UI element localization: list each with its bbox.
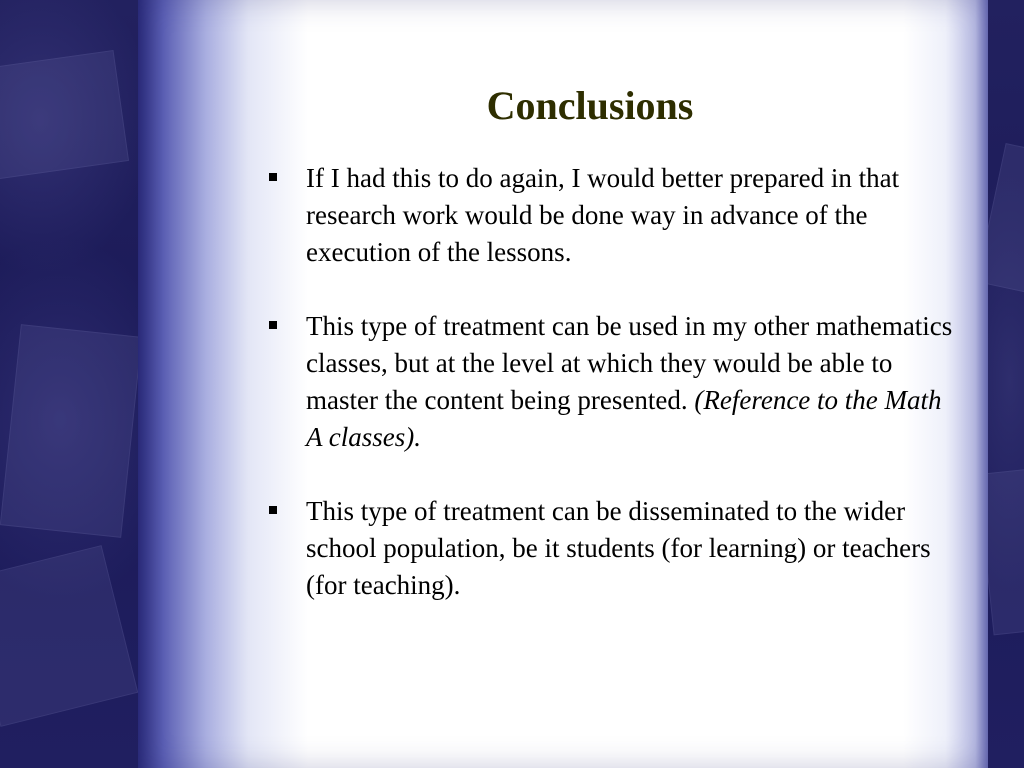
bullet-text: [306, 496, 931, 600]
slide-title: Conclusions: [486, 83, 694, 128]
bullet-text-plain: This type of treatment can be disseminated to the wider school population, be it students (for learning) or teachers (for teaching).: [306, 496, 931, 600]
background-shard: [0, 324, 142, 538]
bullet-text: [306, 311, 952, 452]
bullet-text-plain: This type of treatment can be used in my other mathematics classes, but at the level at which they would be able to master the content being presented.: [306, 311, 953, 415]
bullet-text: [306, 163, 899, 267]
bullet-item: [262, 493, 962, 604]
bullet-text-plain: If I had this to do again, I would better prepared in that research work would be done way in advance of the execution of the lessons.: [306, 163, 900, 267]
bullet-item: [262, 308, 962, 456]
bullet-list: [262, 160, 962, 641]
square-bullet-icon: [269, 506, 277, 514]
bullet-text-italic: (Reference to the Math A classes).: [306, 385, 942, 452]
bullet-item: [262, 160, 962, 271]
background-shard: [0, 50, 129, 182]
square-bullet-icon: [269, 321, 277, 329]
square-bullet-icon: [269, 173, 277, 181]
background-shard: [0, 545, 138, 727]
